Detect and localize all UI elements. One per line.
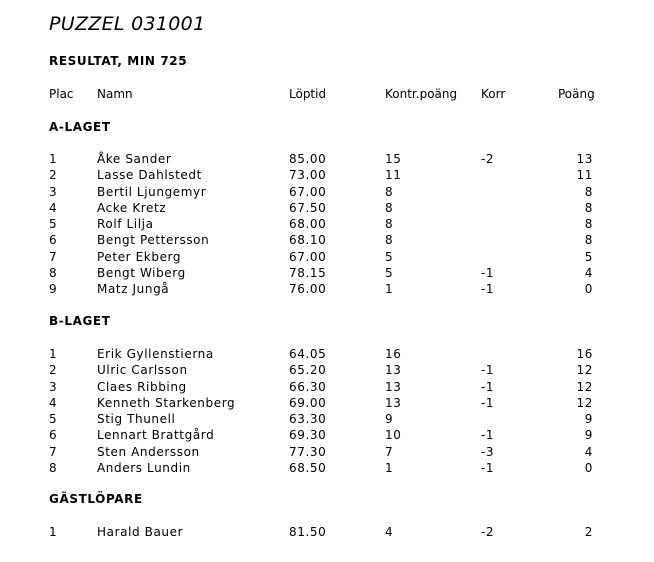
- cell-namn: Rolf Lilja: [97, 217, 154, 231]
- cell-namn: Acke Kretz: [97, 200, 167, 215]
- cell-korr: -1: [481, 460, 495, 475]
- cell-namn: Lennart Brattgård: [97, 428, 215, 443]
- cell-loptid: 78.15: [289, 265, 327, 280]
- cell-korr: -1: [481, 265, 495, 280]
- cell-kontrpoang: 8: [385, 200, 394, 215]
- cell-loptid: 67.00: [289, 249, 327, 264]
- section-rows-a-laget: [0, 151, 654, 297]
- cell-korr: -2: [481, 152, 495, 166]
- cell-korr: -2: [481, 525, 495, 539]
- table-row: [0, 395, 654, 411]
- cell-namn: Stig Thunell: [97, 412, 176, 426]
- cell-kontrpoang: 9: [385, 412, 394, 426]
- cell-kontrpoang: 11: [385, 168, 402, 183]
- cell-poang: 11: [576, 168, 593, 183]
- cell-namn: Kenneth Starkenberg: [97, 395, 236, 410]
- cell-namn: Harald Bauer: [97, 525, 184, 539]
- cell-poang: 8: [584, 217, 593, 231]
- table-row: [0, 216, 654, 232]
- cell-poang: 0: [584, 282, 593, 296]
- cell-loptid: 73.00: [289, 168, 327, 183]
- cell-kontrpoang: 8: [385, 217, 394, 231]
- column-header-namn: Namn: [97, 87, 133, 101]
- cell-namn: Sten Andersson: [97, 444, 200, 459]
- cell-plac: 2: [49, 168, 57, 183]
- column-header-kontrpoang: Kontr.poäng: [385, 87, 458, 101]
- cell-plac: 5: [49, 217, 57, 231]
- cell-poang: 12: [576, 379, 593, 394]
- cell-loptid: 76.00: [289, 282, 327, 296]
- cell-poang: 16: [576, 347, 593, 361]
- cell-plac: 7: [49, 249, 57, 264]
- cell-plac: 8: [49, 460, 57, 475]
- cell-kontrpoang: 13: [385, 379, 402, 394]
- cell-poang: 12: [576, 395, 593, 410]
- cell-loptid: 64.05: [289, 347, 327, 361]
- table-row: [0, 524, 654, 540]
- table-row: [0, 444, 654, 460]
- cell-namn: Matz Jungå: [97, 282, 170, 296]
- cell-kontrpoang: 7: [385, 444, 394, 459]
- cell-loptid: 69.00: [289, 395, 327, 410]
- cell-poang: 12: [576, 363, 593, 378]
- cell-loptid: 68.50: [289, 460, 327, 475]
- section-rows-b-laget: [0, 346, 654, 476]
- cell-poang: 0: [584, 460, 593, 475]
- cell-korr: -1: [481, 379, 495, 394]
- cell-korr: -1: [481, 282, 495, 296]
- cell-kontrpoang: 5: [385, 265, 394, 280]
- cell-korr: -1: [481, 363, 495, 378]
- table-row: [0, 184, 654, 200]
- cell-plac: 4: [49, 200, 57, 215]
- page-title: PUZZEL 031001: [49, 13, 206, 35]
- cell-plac: 5: [49, 412, 57, 426]
- cell-loptid: 65.20: [289, 363, 327, 378]
- cell-kontrpoang: 5: [385, 249, 394, 264]
- cell-plac: 3: [49, 379, 57, 394]
- cell-loptid: 63.30: [289, 412, 327, 426]
- cell-kontrpoang: 16: [385, 347, 402, 361]
- table-row: [0, 346, 654, 362]
- column-header-poang: Poäng: [558, 87, 595, 101]
- cell-poang: 4: [584, 444, 593, 459]
- table-row: [0, 379, 654, 395]
- cell-kontrpoang: 13: [385, 363, 402, 378]
- cell-plac: 9: [49, 282, 57, 296]
- cell-plac: 6: [49, 428, 57, 443]
- table-row: [0, 249, 654, 265]
- cell-namn: Claes Ribbing: [97, 379, 187, 394]
- cell-kontrpoang: 8: [385, 233, 394, 248]
- cell-plac: 1: [49, 152, 57, 166]
- cell-poang: 9: [584, 412, 593, 426]
- column-header-plac: Plac: [49, 87, 74, 101]
- cell-loptid: 67.00: [289, 184, 327, 199]
- results-subtitle: RESULTAT, MIN 725: [49, 54, 188, 68]
- section-rows-gastlopare: [0, 524, 654, 540]
- cell-namn: Bertil Ljungemyr: [97, 184, 207, 199]
- column-header-loptid: Löptid: [289, 87, 327, 101]
- cell-poang: 4: [584, 265, 593, 280]
- table-row: [0, 362, 654, 378]
- cell-poang: 8: [584, 184, 593, 199]
- table-row: [0, 281, 654, 297]
- cell-korr: -1: [481, 395, 495, 410]
- table-row: [0, 427, 654, 443]
- cell-poang: 8: [584, 233, 593, 248]
- table-row: [0, 460, 654, 476]
- cell-kontrpoang: 1: [385, 460, 394, 475]
- cell-namn: Bengt Wiberg: [97, 265, 186, 280]
- column-header-korr: Korr: [481, 87, 506, 101]
- cell-namn: Bengt Pettersson: [97, 233, 210, 248]
- column-header-row: [0, 87, 654, 103]
- cell-kontrpoang: 8: [385, 184, 394, 199]
- cell-namn: Peter Ekberg: [97, 249, 182, 264]
- cell-kontrpoang: 10: [385, 428, 402, 443]
- section-title-a-laget: A-LAGET: [49, 120, 111, 134]
- section-title-gastlopare: GÄSTLÖPARE: [49, 492, 143, 506]
- section-title-b-laget: B-LAGET: [49, 314, 111, 328]
- cell-loptid: 77.30: [289, 444, 327, 459]
- cell-plac: 1: [49, 347, 57, 361]
- cell-korr: -1: [481, 428, 495, 443]
- cell-loptid: 81.50: [289, 525, 327, 539]
- cell-kontrpoang: 4: [385, 525, 394, 539]
- table-row: [0, 200, 654, 216]
- cell-poang: 8: [584, 200, 593, 215]
- cell-namn: Anders Lundin: [97, 460, 191, 475]
- cell-namn: Lasse Dahlstedt: [97, 168, 202, 183]
- table-row: [0, 232, 654, 248]
- cell-plac: 7: [49, 444, 57, 459]
- cell-kontrpoang: 13: [385, 395, 402, 410]
- cell-loptid: 69.30: [289, 428, 327, 443]
- cell-poang: 2: [584, 525, 593, 539]
- cell-namn: Erik Gyllenstierna: [97, 347, 214, 361]
- table-row: [0, 411, 654, 427]
- table-row: [0, 151, 654, 167]
- cell-poang: 9: [584, 428, 593, 443]
- cell-plac: 2: [49, 363, 57, 378]
- cell-loptid: 68.10: [289, 233, 327, 248]
- table-row: [0, 265, 654, 281]
- cell-loptid: 85.00: [289, 152, 327, 166]
- cell-loptid: 66.30: [289, 379, 327, 394]
- cell-plac: 6: [49, 233, 57, 248]
- table-row: [0, 167, 654, 183]
- cell-poang: 13: [576, 152, 593, 166]
- cell-plac: 1: [49, 525, 57, 539]
- cell-plac: 3: [49, 184, 57, 199]
- cell-plac: 4: [49, 395, 57, 410]
- cell-korr: -3: [481, 444, 495, 459]
- cell-plac: 8: [49, 265, 57, 280]
- cell-poang: 5: [584, 249, 593, 264]
- cell-namn: Ulric Carlsson: [97, 363, 188, 378]
- cell-loptid: 68.00: [289, 217, 327, 231]
- cell-loptid: 67.50: [289, 200, 327, 215]
- cell-kontrpoang: 1: [385, 282, 394, 296]
- cell-namn: Åke Sander: [97, 152, 172, 166]
- cell-kontrpoang: 15: [385, 152, 402, 166]
